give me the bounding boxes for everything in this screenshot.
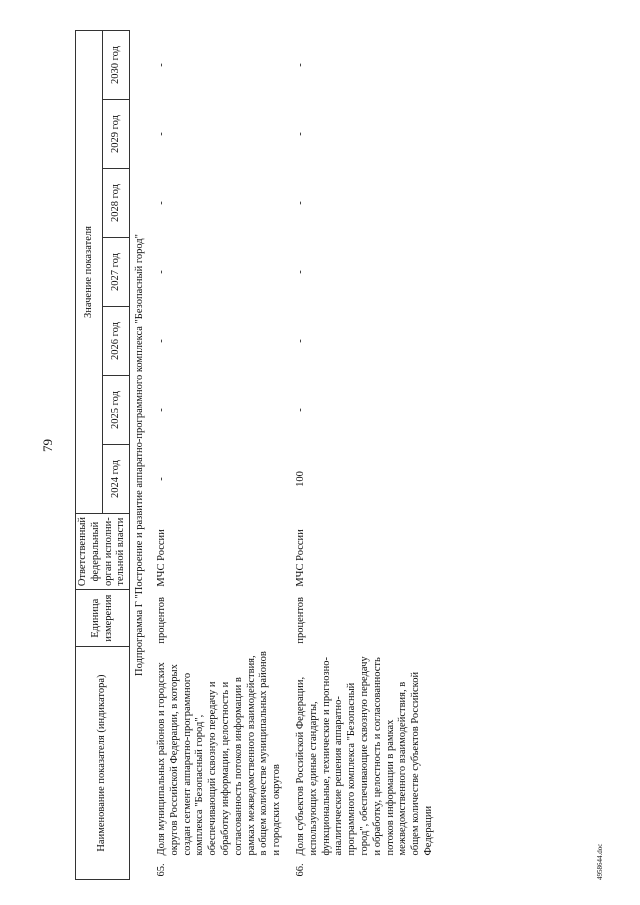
row-value: - bbox=[155, 339, 167, 343]
row-value: - bbox=[155, 408, 167, 412]
row-value: 100 bbox=[294, 471, 306, 487]
row-responsible: МЧС России bbox=[155, 529, 167, 587]
row-name: Доля субъектов Российской Федерации, использующих единые стандарты, функциональные, технические и прогнозно-аналитические решения аппаратно-программного комплекса "Безопасный город", обеспечивающие сквозную передачу и обработку, целостность и согласованность потоков информации в рамках межведомственного взаимодействия, в общем количестве субъектов Российской Федерации bbox=[294, 656, 434, 856]
row-value: - bbox=[294, 201, 306, 205]
row-value: - bbox=[155, 132, 167, 136]
header-value-group: Значение показателя bbox=[76, 31, 103, 514]
row-value: - bbox=[294, 270, 306, 274]
header-year: 2024 год bbox=[103, 445, 130, 514]
header-year: 2025 год bbox=[103, 376, 130, 445]
row-name: Доля муниципальных районов и городских округов Российской Федерации, в которых создан сегмент аппаратно-программного комплекса "Безопасный город", обеспечивающий сквозную передачу и обработку информации, целостность и согласованность потоков информации в рамках межведомственного взаимодействия, в общем количестве муниципальных районов и городских округов bbox=[155, 651, 283, 856]
footer-code: 4958644.doc bbox=[596, 843, 604, 880]
header-unit: Единица измерения bbox=[76, 590, 130, 647]
row-value: - bbox=[155, 477, 167, 481]
row-unit: процентов bbox=[155, 596, 167, 644]
row-number: 66. bbox=[294, 863, 306, 877]
row-value: - bbox=[294, 132, 306, 136]
header-year: 2026 год bbox=[103, 307, 130, 376]
rotated-document bbox=[75, 30, 635, 880]
page-number: 79 bbox=[40, 439, 55, 452]
row-value: - bbox=[155, 270, 167, 274]
header-year: 2028 год bbox=[103, 169, 130, 238]
header-responsible: Ответственный федеральный орган исполни-тельной власти bbox=[76, 514, 130, 590]
row-responsible: МЧС России bbox=[294, 529, 306, 587]
row-value: - bbox=[294, 339, 306, 343]
table-row bbox=[285, 31, 437, 880]
indicator-table bbox=[75, 30, 437, 880]
row-number: 65. bbox=[155, 863, 167, 877]
row-value: - bbox=[155, 63, 167, 67]
table-row bbox=[153, 31, 285, 880]
row-unit: процентов bbox=[294, 596, 306, 644]
row-value: - bbox=[294, 63, 306, 67]
header-year: 2029 год bbox=[103, 100, 130, 169]
row-value: - bbox=[155, 201, 167, 205]
header-year: 2030 год bbox=[103, 31, 130, 100]
header-year: 2027 год bbox=[103, 238, 130, 307]
row-value: - bbox=[294, 408, 306, 412]
subprogram-title: Подпрограмма Г "Построение и развитие аппаратно-программного комплекса "Безопасный город" bbox=[134, 234, 146, 676]
header-name: Наименование показателя (индикатора) bbox=[76, 647, 130, 880]
